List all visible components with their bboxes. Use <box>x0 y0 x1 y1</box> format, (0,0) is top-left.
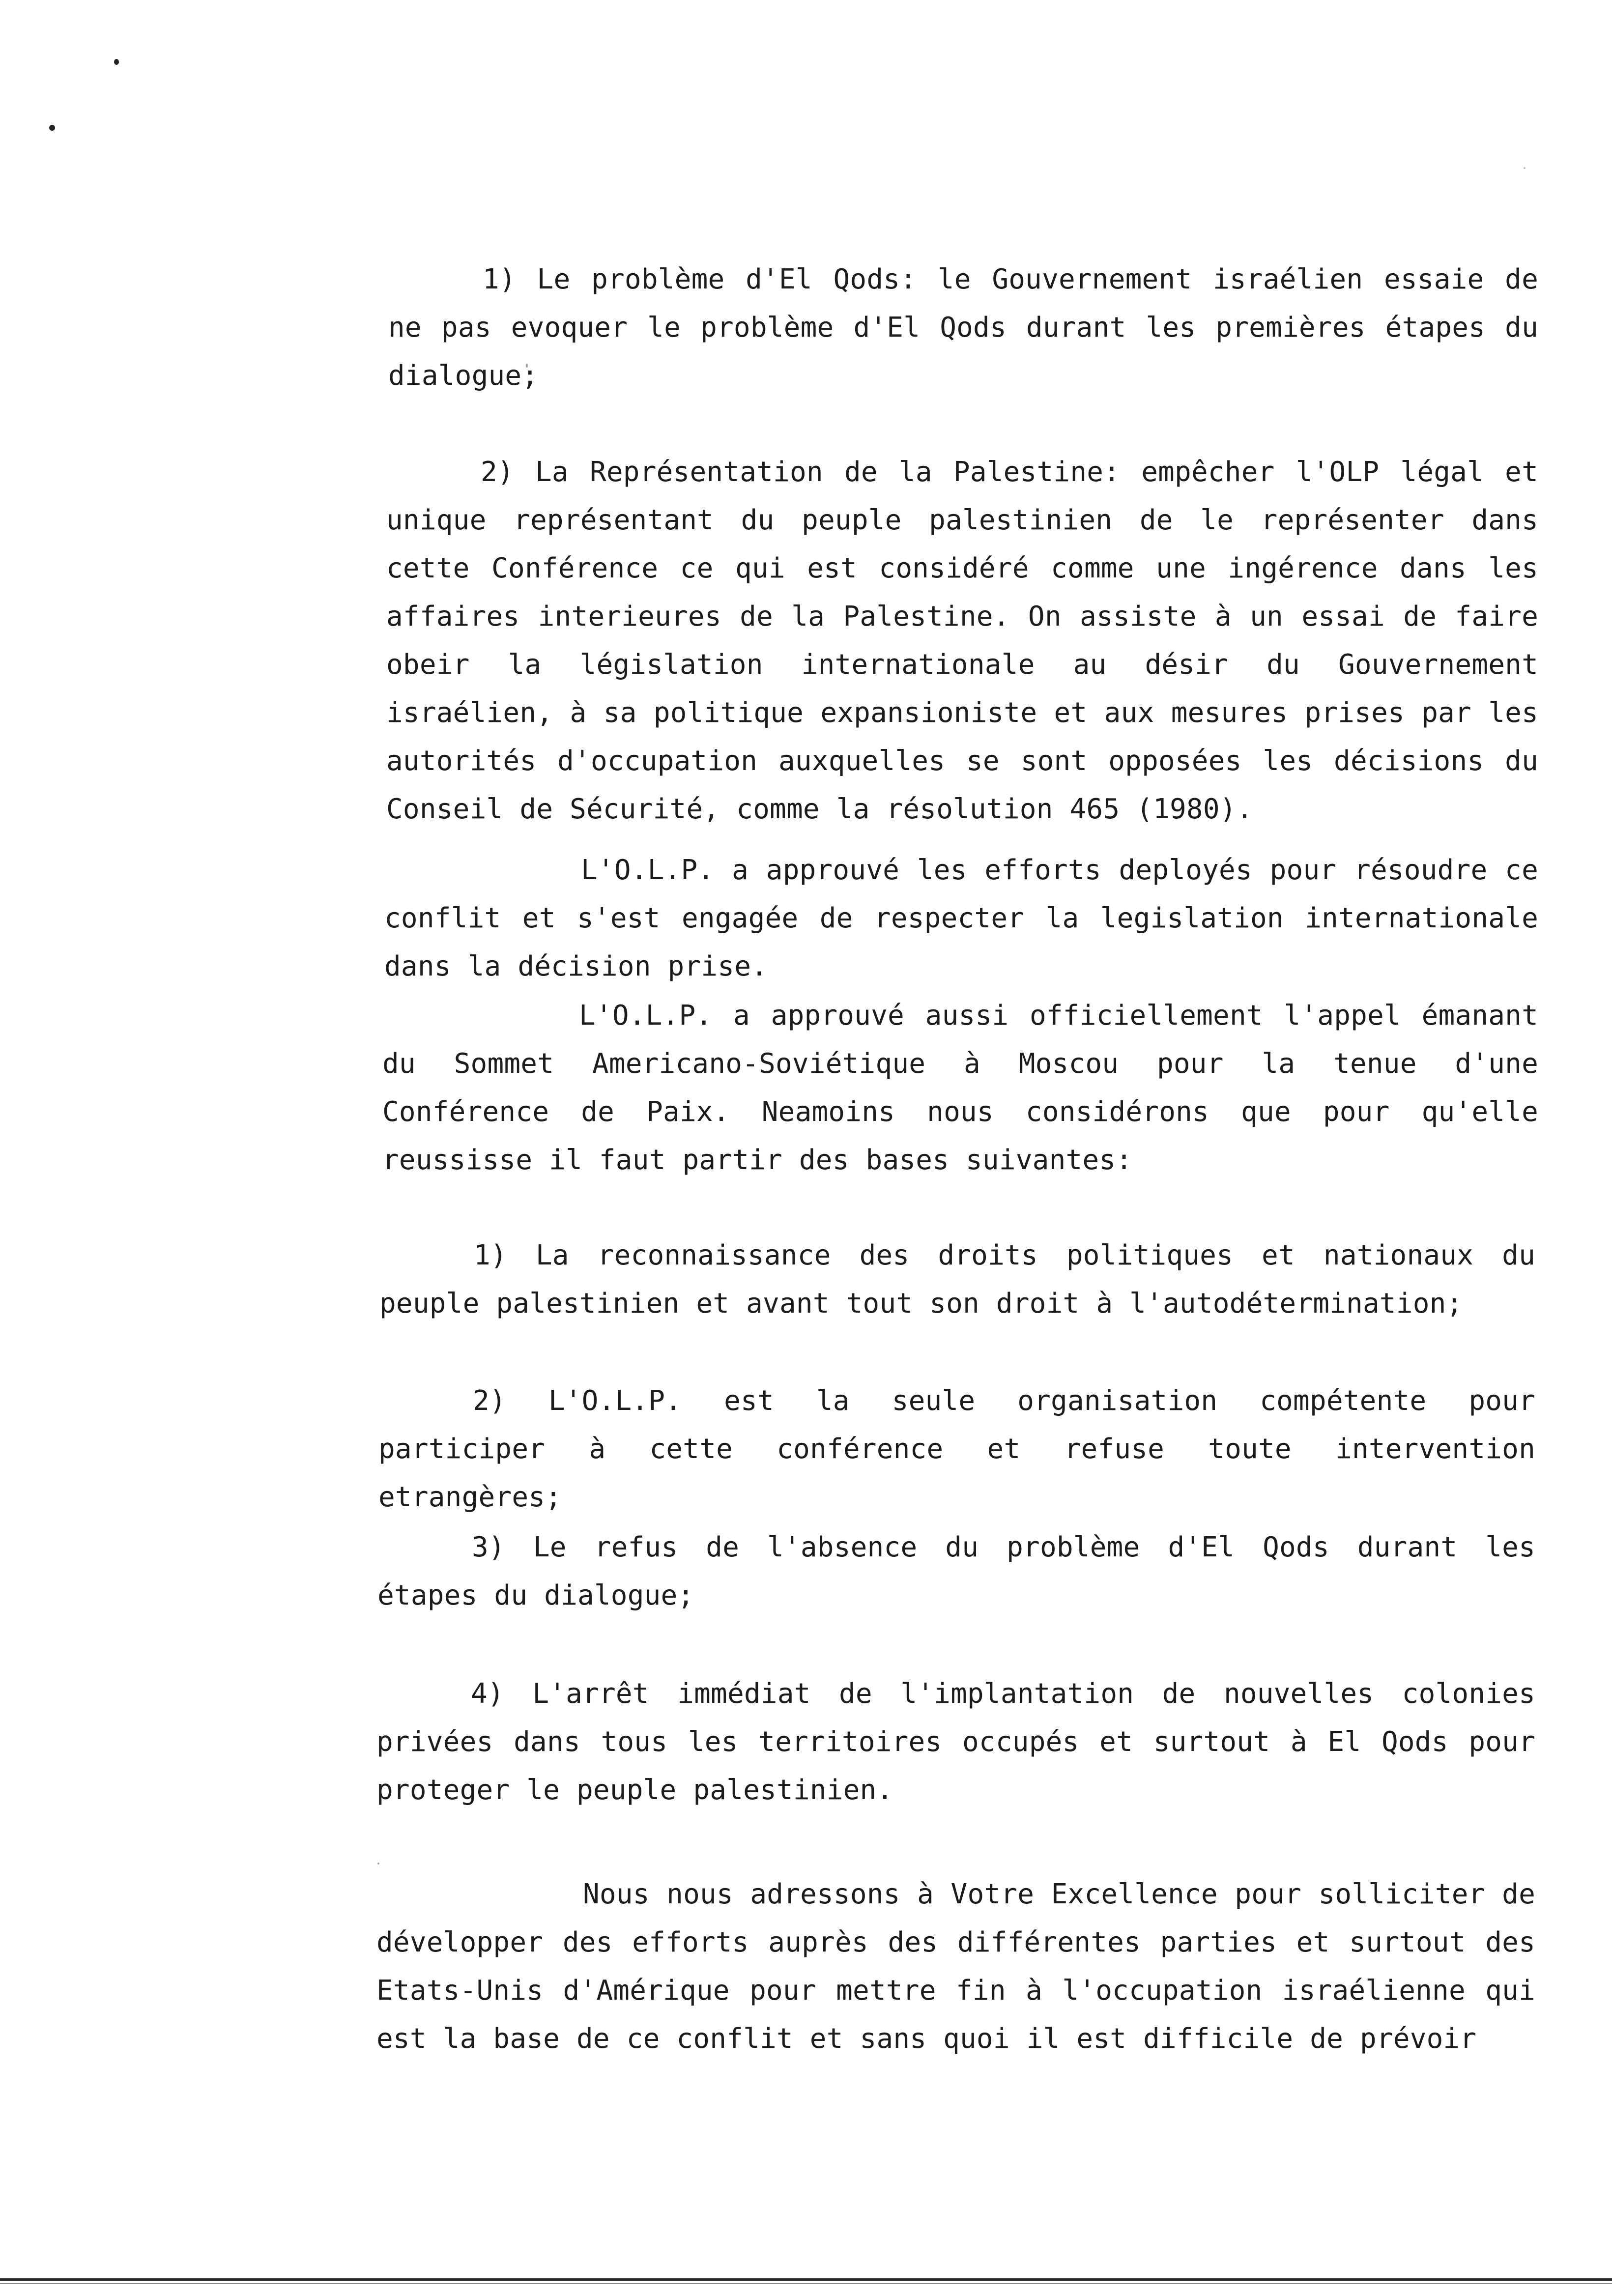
scan-edge-line-faint <box>0 2283 1612 2284</box>
scan-edge-line <box>0 2278 1612 2281</box>
paragraph-olp-efforts: L'O.L.P. a approuvé les efforts deployés pour résoudre ce conflit et s'est engagée de respecter la legislation internationale dans la décision prise. <box>384 854 1538 982</box>
condition-item-3: 3) Le refus de l'absence du problème d'El Qods durant les étapes du dialogue; <box>377 1531 1535 1611</box>
scan-speck <box>49 125 55 131</box>
condition-item-4: 4) L'arrêt immédiat de l'implantation de nouvelles colonies privées dans tous les territoires occupés et surtout à El Qods pour proteger le peuple palestinien. <box>376 1678 1535 1806</box>
condition-item-2: 2) L'O.L.P. est la seule organisation compétente pour participer à cette conférence et refuse toute intervention etrangères; <box>378 1385 1535 1513</box>
paragraph-olp-summit: L'O.L.P. a approuvé aussi officiellement l'appel émanant du Sommet Americano-Soviétique à Moscou pour la tenue d'une Conférence de Paix. Neamoins nous considérons que pour qu'elle reussisse il faut partir des bases suivantes: <box>382 1000 1538 1176</box>
closing-paragraph: Nous nous adressons à Votre Excellence pour solliciter de développer des efforts auprès des différentes parties et surtout des Etats-Unis d'Amérique pour mettre fin à l'occupation israélienne qui est la base de ce conflit et sans quoi il est difficile de prévoir <box>376 1878 1535 2055</box>
scan-speck <box>377 1863 379 1865</box>
scan-speck <box>1524 167 1526 169</box>
numbered-item-2: 2) La Représentation de la Palestine: empêcher l'OLP légal et unique représentant du peuple palestinien de le représenter dans cette Conférence ce qui est considéré comme une ingérence dans les affaires interieures de la Palestine. On assiste à un essai de faire obeir la législation internationale au désir du Gouvernement israélien, à sa politique expansioniste et aux mesures prises par les autorités d'occupation auxquelles se sont opposées les décisions du Conseil de Sécurité, comme la résolution 465 (1980). <box>386 456 1538 825</box>
scan-speck <box>114 59 119 65</box>
condition-item-1: 1) La reconnaissance des droits politiques et nationaux du peuple palestinien et avant tout son droit à l'autodétermination; <box>379 1239 1535 1320</box>
numbered-item-1: 1) Le problème d'El Qods: le Gouvernement israélien essaie de ne pas evoquer le problème d'El Qods durant les premières étapes du dialogue; <box>388 263 1538 392</box>
